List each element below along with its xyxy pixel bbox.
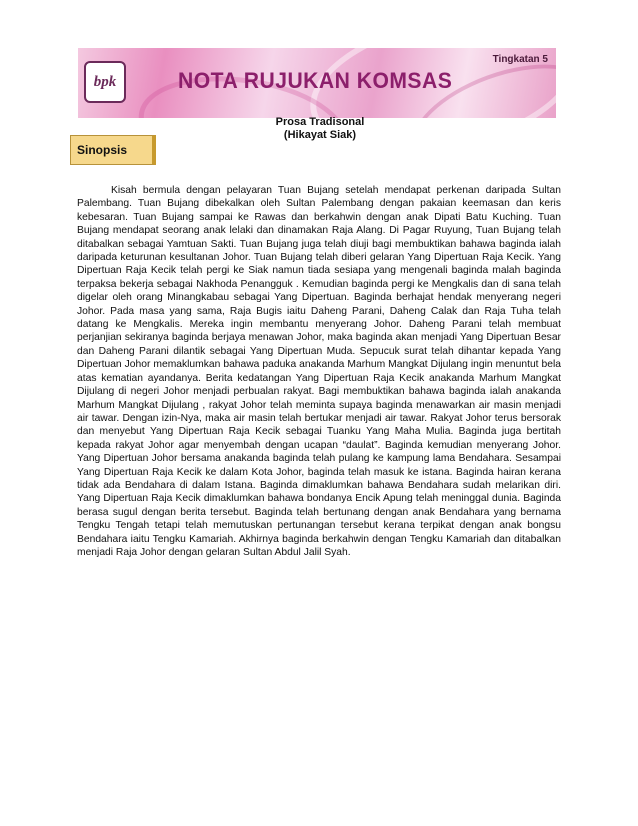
header-banner [78,48,556,118]
bpk-logo: bpk [84,61,126,103]
banner-title: NOTA RUJUKAN KOMSAS [178,68,453,93]
work-title: (Hikayat Siak) [283,129,357,141]
genre-title: Prosa Tradisonal [275,116,365,128]
section-label-text: Sinopsis [77,143,128,157]
document-heading [200,116,440,142]
section-label [70,135,156,165]
synopsis-paragraph: Kisah bermula dengan pelayaran Tuan Bujang setelah mendapat perkenan daripada Sultan Palembang. Tuan Bujang dibekalkan oleh Sultan Palembang dengan pakaian keemasan dan keris kebesaran. Tuan Bujang sampai ke Rawas dan berkahwin dengan anak Dipati Batu Kuching. Tuan Bujang mendapat seorang anak lelaki dan dinamakan Raja Alang. Di Pagar Ruyung, Tuan Bujang telah ditabalkan sebagai Yamtuan Sakti. Tuan Bujang juga telah diuji bagi membuktikan bahawa baginda ialah daripada keturunan kesultanan Johor. Tuan Bujang telah diberi gelaran Yang Dipertuan Raja Kecik. Yang Dipertuan Raja Kecik telah pergi ke Siak namun tiada sesiapa yang mengenali baginda malah baginda terpaksa bekerja sebagai Nakhoda Penangguk . Kemudian baginda pergi ke Mengkalis dan di sana telah digelar oleh orang Minangkabau sebagai Yang Dipertuan. Baginda berhajat hendak menyerang negeri Johor. Pada masa yang sama, Raja Bugis iaitu Daheng Parani, Daheng Calak dan Raja Tuha telah datang ke Mengkalis. Mereka ingin membantu menyerang Johor. Daheng Parani telah membuat perjanjian sekiranya baginda berjaya menawan Johor, maka baginda akan menjadi Yang Dipertuan Besar dan Daheng Parani dilantik sebagai Yang Dipertuan Muda. Sepucuk surat telah dihantar kepada Yang Dipertuan Johor memaklumkan bahawa paduka anakanda Marhum Mangkat Dijulang ingin menuntut bela atas kematian ayandanya. Berita kedatangan Yang Dipertuan Raja Kecik anakanda Marhum Mangkat Dijulang di negeri Johor menjadi perbualan rakyat. Bagi membuktikan bahawa baginda ialah anakanda Marhum Mangkat Dijulang , rakyat Johor telah meminta supaya baginda menawarkan air masin menjadi air tawar. Dengan izin-Nya, maka air masin telah bertukar menjadi air tawar. Rakyat Johor terus bersorak dan menyebut Yang Dipertuan Raja Kecik sebagai Tuanku Yang Maha Mulia. Baginda juga bertitah kepada rakyat Johor agar menyembah dengan ucapan “daulat”. Baginda kemudian menyerang Johor. Yang Dipertuan Johor bersama anakanda baginda telah pulang ke kampung lama Bendahara. Sesampai Yang Dipertuan Raja Kecik ke dalam Kota Johor, baginda telah masuk ke istana. Baginda hairan kerana tidak ada Bendahara di dalam Istana. Baginda dimaklumkan bahawa Bendahara sudah melarikan diri. Yang Dipertuan Raja Kecik dimaklumkan bahawa bondanya Encik Apung telah meninggal dunia. Baginda berasa sugul dengan berita tersebut. Baginda telah bertunang dengan anak Bendahara yang bernama Tengku Tengah tetapi telah memutuskan pertunangan tersebut kerana terpikat dengan anak bongsu Bendahara iaitu Tengku Kamariah. Akhirnya baginda berkahwin dengan Tengku Kamariah dan ditabalkan menjadi Raja Johor dengan gelaran Sultan Abdul Jalil Syah. [77,185,561,558]
level-label: Tingkatan 5 [492,54,548,65]
